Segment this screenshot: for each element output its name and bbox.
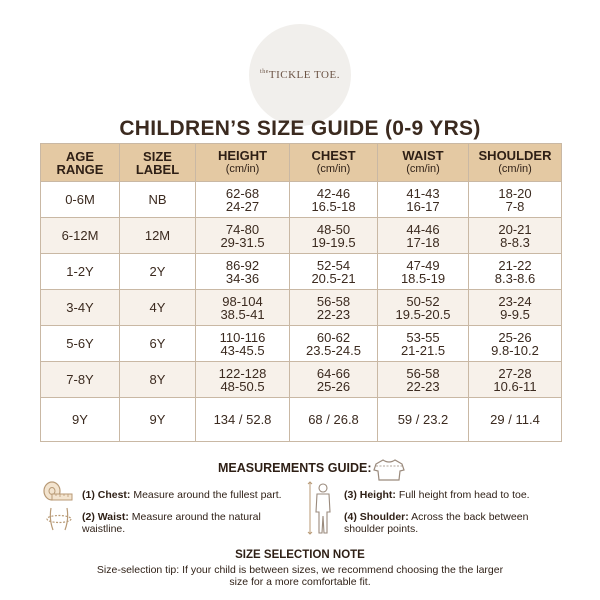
cell-chest-line: 25-26 — [316, 378, 351, 394]
cell-height-line: 29-31.5 — [220, 234, 265, 250]
height-text: Full height from head to toe. — [395, 489, 530, 501]
tape-measure-icon — [43, 480, 73, 502]
chest-label: (1) Chest: — [82, 489, 131, 501]
cell-age — [41, 218, 120, 254]
cell-waist-line: 59 / 23.2 — [397, 412, 449, 427]
size-table — [40, 143, 562, 442]
table-body — [41, 182, 562, 442]
cell-shoulder-line: 23-24 — [498, 293, 532, 309]
cell-waist — [378, 398, 469, 442]
column-header — [41, 144, 120, 182]
size-note-title: SIZE SELECTION NOTE — [235, 549, 365, 561]
shirt-icon — [372, 458, 406, 482]
cell-shoulder — [469, 290, 562, 326]
cell-chest — [290, 290, 378, 326]
cell-chest-line: 23.5-24.5 — [306, 342, 361, 358]
cell-shoulder-line: 8.3-8.6 — [494, 270, 536, 286]
cell-age — [41, 182, 120, 218]
cell-shoulder-line: 29 / 11.4 — [490, 412, 540, 427]
cell-shoulder-line: 25-26 — [498, 329, 532, 345]
column-header-title: SIZE — [143, 148, 172, 164]
table-row — [41, 182, 562, 218]
logo-prefix: the — [260, 69, 269, 75]
column-header-unit: LABEL — [135, 161, 180, 177]
height-person-icon — [306, 480, 334, 536]
cell-height-line: 134 / 52.8 — [213, 412, 272, 427]
cell-chest-line: 60-62 — [316, 329, 351, 345]
cell-waist-line: 41-43 — [406, 185, 440, 201]
cell-shoulder-line: 20-21 — [498, 221, 532, 237]
column-header-title: AGE — [65, 148, 95, 164]
cell-age — [41, 326, 120, 362]
cell-waist-line: 44-46 — [406, 221, 440, 237]
cell-age-text: 7-8Y — [66, 372, 94, 387]
table-row — [41, 254, 562, 290]
cell-waist-line: 50-52 — [406, 293, 440, 309]
cell-height — [196, 254, 290, 290]
shoulder-instruction — [344, 511, 562, 535]
cell-age — [41, 362, 120, 398]
column-header-title: HEIGHT — [217, 148, 268, 163]
cell-label-text: 4Y — [149, 300, 166, 315]
cell-height-line: 24-27 — [225, 198, 260, 214]
cell-age-text: 9Y — [72, 412, 88, 427]
cell-waist — [378, 182, 469, 218]
column-header-unit: (cm/in) — [406, 163, 440, 175]
cell-height — [196, 182, 290, 218]
chest-text: Measure around the fullest part. — [130, 489, 282, 501]
table-row — [41, 362, 562, 398]
cell-shoulder — [469, 254, 562, 290]
page-title: CHILDREN’S SIZE GUIDE (0-9 YRS) — [119, 117, 481, 140]
table-row — [41, 290, 562, 326]
cell-chest-line: 64-66 — [316, 365, 351, 381]
cell-waist-line: 47-49 — [406, 257, 440, 273]
cell-age-text: 1-2Y — [66, 264, 94, 279]
column-header — [196, 144, 290, 182]
brand-logo — [249, 24, 351, 126]
column-header-unit: RANGE — [56, 161, 104, 177]
column-header-title: SHOULDER — [478, 148, 552, 163]
cell-waist-line: 16-17 — [406, 198, 440, 214]
cell-age — [41, 290, 120, 326]
table-header-row — [41, 144, 562, 182]
waist-label: (2) Waist: — [82, 511, 129, 523]
table-row — [41, 218, 562, 254]
cell-shoulder-line: 18-20 — [498, 185, 532, 201]
cell-height-line: 98-104 — [222, 293, 263, 309]
brand-logo-text — [260, 69, 340, 81]
cell-label-text: 12M — [144, 228, 171, 243]
cell-label — [120, 218, 196, 254]
cell-chest — [290, 254, 378, 290]
cell-chest-line: 20.5-21 — [311, 270, 356, 286]
measurements-guide-title: MEASUREMENTS GUIDE: — [218, 461, 372, 475]
cell-waist-line: 22-23 — [406, 378, 440, 394]
cell-label — [120, 362, 196, 398]
cell-shoulder-line: 9.8-10.2 — [491, 342, 539, 358]
column-header — [469, 144, 562, 182]
cell-shoulder — [469, 398, 562, 442]
cell-waist-line: 56-58 — [406, 365, 440, 381]
cell-height — [196, 290, 290, 326]
chest-instruction — [82, 489, 332, 501]
table-row — [41, 326, 562, 362]
waist-instruction — [82, 511, 287, 535]
cell-height-line: 110-116 — [219, 329, 266, 345]
cell-waist — [378, 218, 469, 254]
cell-shoulder — [469, 326, 562, 362]
column-header-title: CHEST — [311, 148, 356, 163]
cell-label-text: 6Y — [149, 336, 166, 351]
cell-shoulder-line: 9-9.5 — [500, 306, 530, 322]
cell-height-line: 43-45.5 — [220, 342, 265, 358]
cell-height-line: 34-36 — [225, 270, 260, 286]
cell-height-line: 62-68 — [225, 185, 260, 201]
cell-height-line: 38.5-41 — [220, 306, 265, 322]
cell-height — [196, 326, 290, 362]
cell-age-text: 3-4Y — [66, 300, 94, 315]
cell-label — [120, 254, 196, 290]
cell-chest-line: 48-50 — [316, 221, 351, 237]
cell-chest-line: 19-19.5 — [311, 234, 356, 250]
shoulder-text: Across the back between shoulder points. — [344, 511, 529, 535]
cell-height — [196, 362, 290, 398]
cell-chest — [290, 398, 378, 442]
cell-shoulder-line: 7-8 — [505, 198, 525, 214]
cell-chest — [290, 362, 378, 398]
cell-label-text: 9Y — [149, 412, 166, 427]
cell-shoulder-line: 10.6-11 — [493, 378, 537, 394]
cell-age-text: 0-6M — [65, 192, 95, 207]
cell-chest-line: 68 / 26.8 — [308, 412, 359, 427]
cell-shoulder-line: 27-28 — [498, 365, 532, 381]
cell-label-text: 2Y — [149, 264, 166, 279]
cell-age-text: 5-6Y — [66, 336, 94, 351]
cell-label — [120, 398, 196, 442]
logo-name: TICKLE TOE. — [268, 69, 340, 81]
height-label: (3) Height: — [344, 489, 396, 501]
height-instruction — [344, 489, 584, 501]
cell-chest-line: 16.5-18 — [311, 198, 356, 214]
cell-height-line: 74-80 — [225, 221, 260, 237]
cell-age-text: 6-12M — [61, 228, 99, 243]
column-header-unit: (cm/in) — [225, 163, 260, 175]
cell-shoulder — [469, 218, 562, 254]
cell-chest-line: 42-46 — [316, 185, 351, 201]
column-header — [378, 144, 469, 182]
cell-label-text: 8Y — [149, 372, 166, 387]
cell-label — [120, 290, 196, 326]
cell-shoulder — [469, 182, 562, 218]
cell-waist — [378, 362, 469, 398]
cell-waist-line: 17-18 — [406, 234, 440, 250]
cell-chest — [290, 182, 378, 218]
cell-waist-line: 18.5-19 — [400, 270, 446, 286]
cell-height — [196, 398, 290, 442]
cell-chest — [290, 326, 378, 362]
column-header-unit: (cm/in) — [316, 163, 351, 175]
cell-label — [120, 326, 196, 362]
cell-label — [120, 182, 196, 218]
cell-waist-line: 21-21.5 — [400, 342, 446, 358]
shoulder-label: (4) Shoulder: — [344, 511, 409, 523]
column-header — [290, 144, 378, 182]
waist-text: Measure around the natural waistline. — [82, 511, 261, 535]
cell-waist-line: 53-55 — [406, 329, 440, 345]
cell-height-line: 86-92 — [225, 257, 260, 273]
cell-chest-line: 52-54 — [316, 257, 351, 273]
cell-waist-line: 19.5-20.5 — [395, 306, 451, 322]
cell-chest-line: 22-23 — [316, 306, 351, 322]
cell-height-line: 48-50.5 — [220, 378, 265, 394]
cell-chest-line: 56-58 — [316, 293, 351, 309]
column-header — [120, 144, 196, 182]
cell-height-line: 122-128 — [218, 365, 267, 381]
cell-waist — [378, 254, 469, 290]
cell-chest — [290, 218, 378, 254]
cell-waist — [378, 326, 469, 362]
column-header-title: WAIST — [402, 148, 444, 163]
table-row — [41, 398, 562, 442]
size-note-text: Size-selection tip: If your child is between sizes, we recommend choosing the the larger size for a more comfortable fit. — [96, 564, 504, 588]
cell-shoulder — [469, 362, 562, 398]
cell-shoulder-line: 21-22 — [498, 257, 532, 273]
cell-shoulder-line: 8-8.3 — [500, 234, 530, 250]
column-header-unit: (cm/in) — [498, 163, 532, 175]
cell-age — [41, 254, 120, 290]
cell-label-text: NB — [148, 192, 167, 207]
cell-height — [196, 218, 290, 254]
cell-waist — [378, 290, 469, 326]
cell-age — [41, 398, 120, 442]
waist-icon — [44, 506, 74, 532]
